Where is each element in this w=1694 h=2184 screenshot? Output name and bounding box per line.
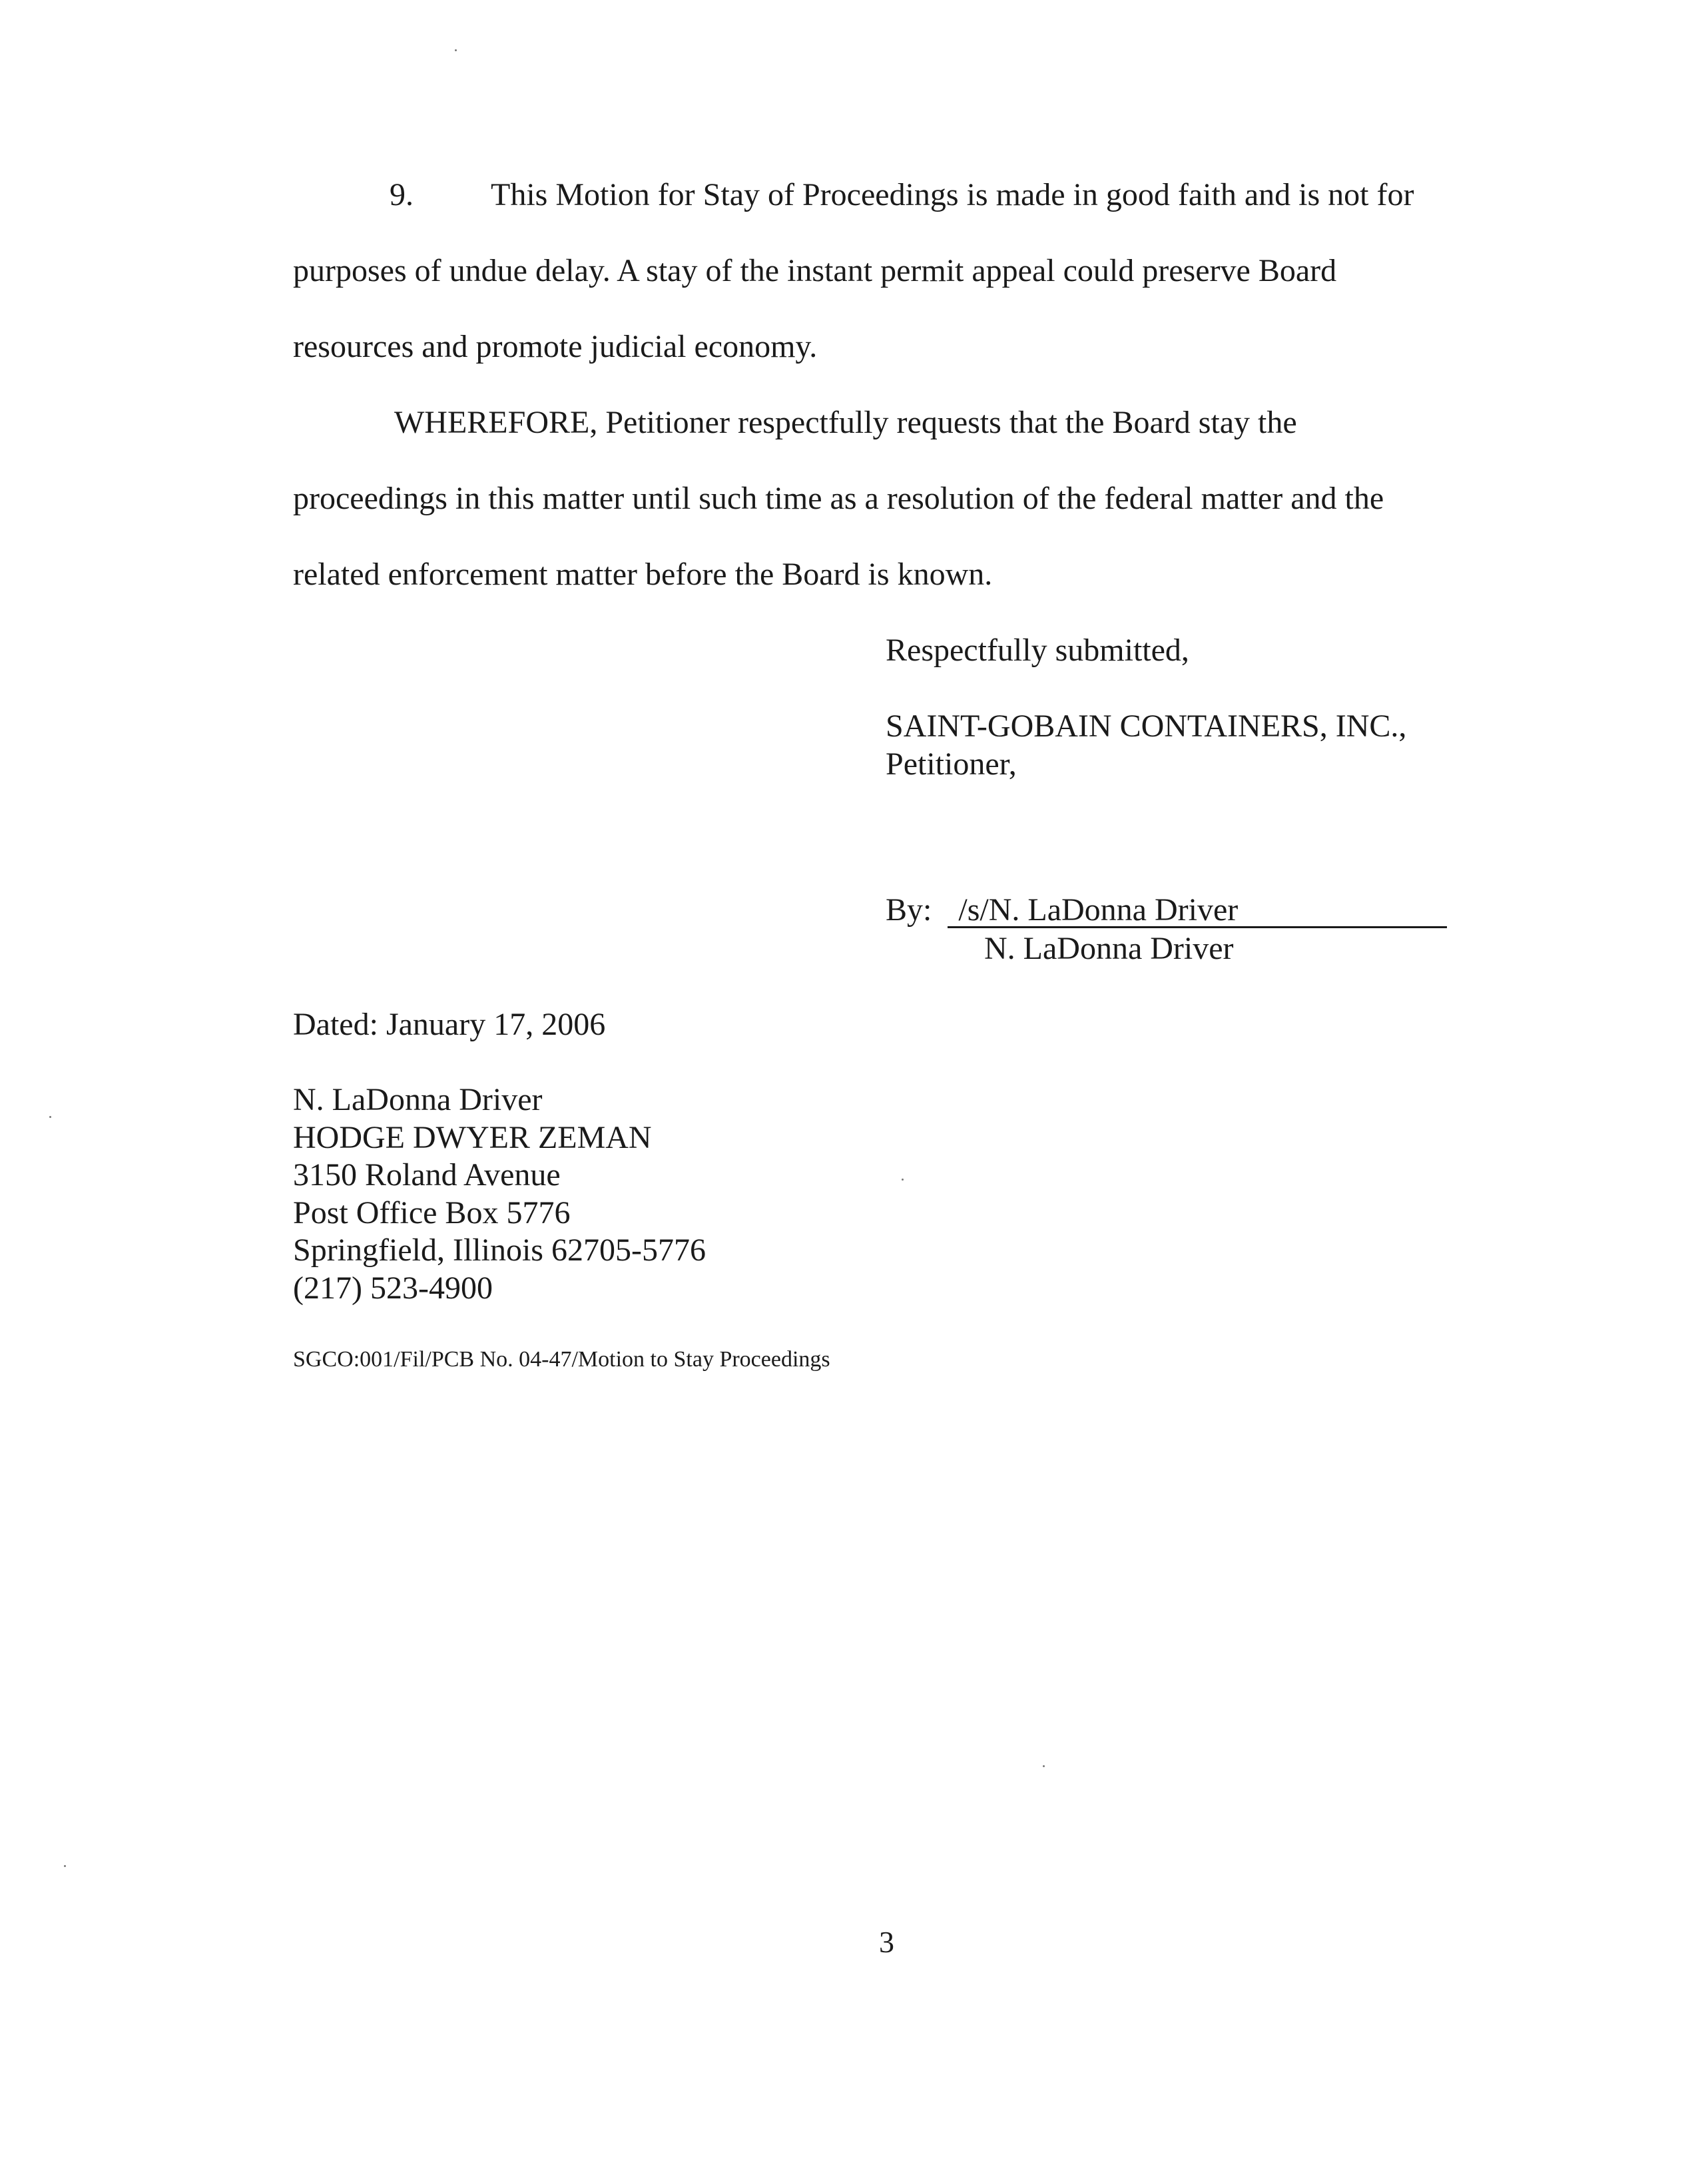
counsel-firm: HODGE DWYER ZEMAN bbox=[293, 1119, 652, 1155]
party-role: Petitioner, bbox=[886, 746, 1017, 782]
counsel-city: Springfield, Illinois 62705-5776 bbox=[293, 1232, 706, 1268]
signer-name: N. LaDonna Driver bbox=[984, 931, 1234, 966]
scan-speck bbox=[49, 1116, 51, 1118]
wherefore-line-1: WHEREFORE, Petitioner respectfully requests that the Board stay the bbox=[394, 405, 1297, 440]
signature-line bbox=[886, 891, 1238, 930]
scan-speck bbox=[455, 49, 457, 51]
dated-line: Dated: January 17, 2006 bbox=[293, 1007, 606, 1042]
counsel-street: 3150 Roland Avenue bbox=[293, 1157, 561, 1193]
closing-salutation: Respectfully submitted, bbox=[886, 633, 1189, 668]
wherefore-line-2: proceedings in this matter until such time as a resolution of the federal matter and the bbox=[293, 481, 1384, 516]
electronic-signature: /s/N. LaDonna Driver bbox=[958, 892, 1239, 928]
party-name: SAINT-GOBAIN CONTAINERS, INC., bbox=[886, 708, 1407, 744]
file-reference: SGCO:001/Fil/PCB No. 04-47/Motion to Stay Proceedings bbox=[293, 1347, 830, 1372]
wherefore-line-3: related enforcement matter before the Board is known. bbox=[293, 557, 993, 592]
counsel-po-box: Post Office Box 5776 bbox=[293, 1195, 571, 1230]
counsel-address-block bbox=[293, 1081, 706, 1307]
page-number: 3 bbox=[879, 1925, 894, 1959]
by-label: By: bbox=[886, 892, 932, 928]
paragraph-9-line-3: resources and promote judicial economy. bbox=[293, 329, 818, 364]
scan-speck bbox=[64, 1865, 66, 1867]
counsel-name: N. LaDonna Driver bbox=[293, 1082, 543, 1117]
scan-speck bbox=[902, 1179, 904, 1181]
signature-underline bbox=[948, 926, 1447, 928]
scan-speck bbox=[1043, 1765, 1045, 1767]
counsel-phone: (217) 523-4900 bbox=[293, 1270, 493, 1306]
paragraph-9-line-2: purposes of undue delay. A stay of the instant permit appeal could preserve Board bbox=[293, 253, 1337, 288]
paragraph-9-line-1: This Motion for Stay of Proceedings is made in good faith and is not for bbox=[491, 177, 1414, 212]
paragraph-number: 9. bbox=[390, 177, 414, 212]
